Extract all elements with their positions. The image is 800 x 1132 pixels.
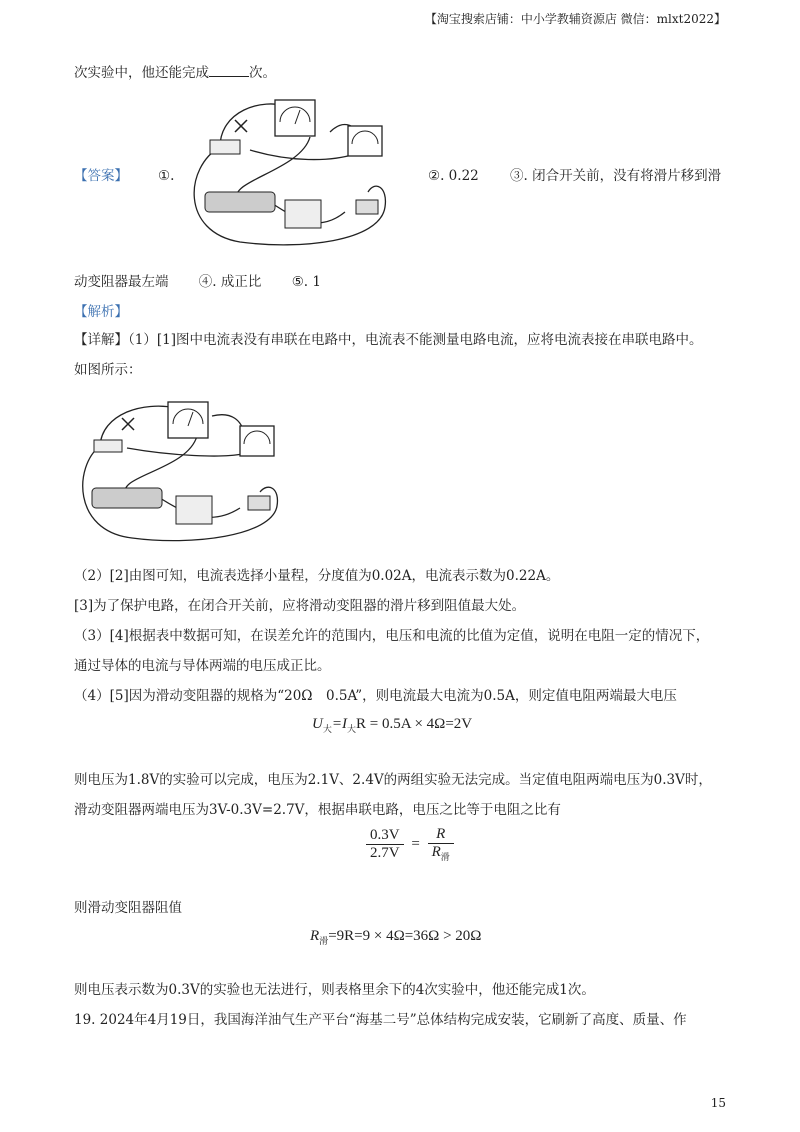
paragraph-6b: 滑动变阻器两端电压为3V-0.3V=2.7V，根据串联电路，电压之比等于电阻之比有	[74, 802, 561, 818]
answer-line-cont: 动变阻器最左端 ④. 成正比 ⑤. 1	[74, 274, 321, 290]
as-shown-line: 如图所示：	[74, 362, 142, 378]
paragraph-8: 则电压表示数为0.3V的实验也无法进行，则表格里余下的4次实验中，他还能完成1次。	[74, 982, 595, 998]
paragraph-5: （4）[5]因为滑动变阻器的规格为“20Ω 0.5A”，则电流最大电流为0.5A，则定值电阻两端最大电压	[74, 688, 677, 704]
question-19: 19. 2024年4月19日，我国海洋油气生产平台“海基二号”总体结构完成安装，它刷新了高度、质量、作	[74, 1012, 687, 1028]
paragraph-4a: （3）[4]根据表中数据可知，在误差允许的范围内，电压和电流的比值为定值，说明在电阻一定的情况下，	[74, 628, 710, 644]
paragraph-3: [3]为了保护电路，在闭合开关前，应将滑动变阻器的滑片移到阻值最大处。	[74, 598, 526, 614]
answer-tag: 【答案】	[74, 168, 128, 184]
formula-max-voltage: $U_大=I_大R = 0.5A \times 4\Omega=2V$	[312, 716, 473, 734]
circuit-diagram-answer	[180, 92, 390, 252]
text-line: 次实验中，他还能完成 次。	[74, 62, 276, 83]
circuit-diagram-analysis	[72, 396, 282, 546]
answer-blank	[209, 62, 249, 77]
paragraph-7: 则滑动变阻器阻值	[74, 900, 182, 916]
detail-line: 【详解】（1）[1]图中电流表没有串联在电路中，电流表不能测量电路电流，应将电流表接在串联电路中。	[74, 332, 703, 348]
answer-1: ①.	[158, 168, 175, 184]
answer-2: ②. 0.22	[428, 168, 479, 184]
paragraph-6a: 则电压为1.8V的实验可以完成，电压为2.1V、2.4V的两组实验无法完成。当定值电阻两端电压为0.3V时，	[74, 772, 712, 788]
answer-5: ⑤. 1	[291, 274, 321, 290]
formula-rheostat: $R_滑=9R=9 \times 4\Omega=36\Omega > 20\Omega$	[310, 928, 482, 946]
answer-3: ③. 闭合开关前，没有将滑片移到滑	[510, 168, 722, 184]
page-number: 15	[710, 1096, 726, 1110]
answer-4: ④. 成正比	[198, 274, 262, 290]
paragraph-4b: 通过导体的电流与导体两端的电压成正比。	[74, 658, 331, 674]
formula-ratio: $\frac{0.3V}{2.7V}$ = $\frac{R}{R_滑}$	[366, 826, 454, 863]
paragraph-2: （2）[2]由图可知，电流表选择小量程，分度值为0.02A，电流表示数为0.22A。	[74, 568, 560, 584]
shop-watermark-header: 【淘宝搜索店铺：中小学教辅资源店 微信：mlxt2022】	[424, 12, 726, 26]
analysis-tag: 【解析】	[74, 304, 128, 320]
